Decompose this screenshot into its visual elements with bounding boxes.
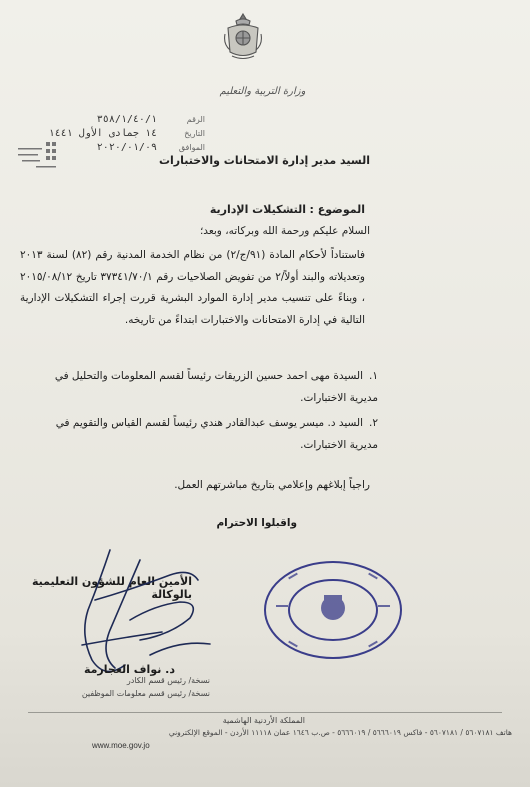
list-item (38, 365, 378, 409)
subject-line (210, 203, 365, 216)
addressee: السيد مدير إدارة الامتحانات والاختبارات (158, 154, 370, 167)
ref-value: ٣٥٨/١/٤٠/١ (96, 114, 157, 125)
ref-row (25, 113, 205, 127)
letter-body: فاستناداً لأحكام المادة (٩١/ج/٢) من نظام الخدمة المدنية رقم (٨٢) لسنة ٢٠١٣ وتعديلاته والبند أولاً/٢ من تفويض الصلاحيات رقم ٣٧٣٤١/٧٠/١ تاريخ ٢٠١٥/٠٨/١٢ ، وبناءً على تنسيب مدير إدارة الموارد البشرية قررت إجراء التشكيلات الإدارية التالية في إدارة الامتحانات والاختبارات ابتداءً من تاريخه. (20, 249, 366, 326)
item-text: السيدة مهى احمد حسين الزريقات رئيساً لقسم المعلومات والتحليل في مديرية الاختبارات. (54, 370, 378, 404)
list-item (38, 412, 378, 456)
copy-line: نسخة/ رئيس قسم الكادر (126, 676, 210, 685)
footer-contact: هاتف ٥٦٠٧١٨١ / ٥٦٠٧١٨١ - فاكس ٥٦٦٦٠١٩ / ٥٦٦٦٠١٩ - ص.ب ١٦٤٦ عمان ١١١١٨ الأردن - الموقع الإلكتروني (168, 728, 512, 737)
date-label: التاريخ (184, 129, 205, 138)
copy-line: نسخة/ رئيس قسم معلومات الموظفين (81, 689, 210, 698)
subject-text: التشكيلات الإدارية (209, 203, 307, 216)
greeting: السلام عليكم ورحمة الله وبركاته، وبعد؛ (199, 225, 370, 237)
signer-name: د. نواف العجارمة (83, 663, 175, 676)
ministry-name: وزارة التربية والتعليم (219, 86, 306, 97)
footer-country: المملكة الأردنية الهاشمية (222, 716, 305, 725)
closing-line: راجياً إبلاغهم وإعلامي بتاريخ مباشرتهم العمل. (174, 479, 370, 491)
barcode-icon (16, 140, 62, 172)
footer-website-link[interactable]: www.moe.gov.jo (92, 741, 150, 750)
item-text: السيد د. ميسر يوسف عبدالقادر هندي رئيساً لقسم القياس والتقويم في مديرية الاختبارات. (55, 417, 378, 451)
ref-label: الرقم (186, 115, 205, 124)
subject-label: الموضوع : (309, 203, 365, 216)
item-number: ٢. (369, 417, 378, 429)
corresponding-label: الموافق (178, 143, 205, 152)
signer-title: الأمين العام للشؤون التعليمية بالوكالة (31, 575, 192, 601)
footer-divider (28, 712, 502, 713)
item-number: ١. (369, 370, 378, 382)
date-row (25, 127, 205, 141)
official-seal-icon (258, 555, 408, 665)
jordan-coat-of-arms-icon (222, 12, 264, 62)
date-gregorian: ٢٠٢٠/٠١/٠٩ (96, 142, 157, 153)
copies-list (82, 674, 210, 700)
regards-line: واقبلوا الاحترام (216, 517, 297, 529)
date-hijri: ١٤ جمادى الأول ١٤٤١ (48, 128, 157, 139)
